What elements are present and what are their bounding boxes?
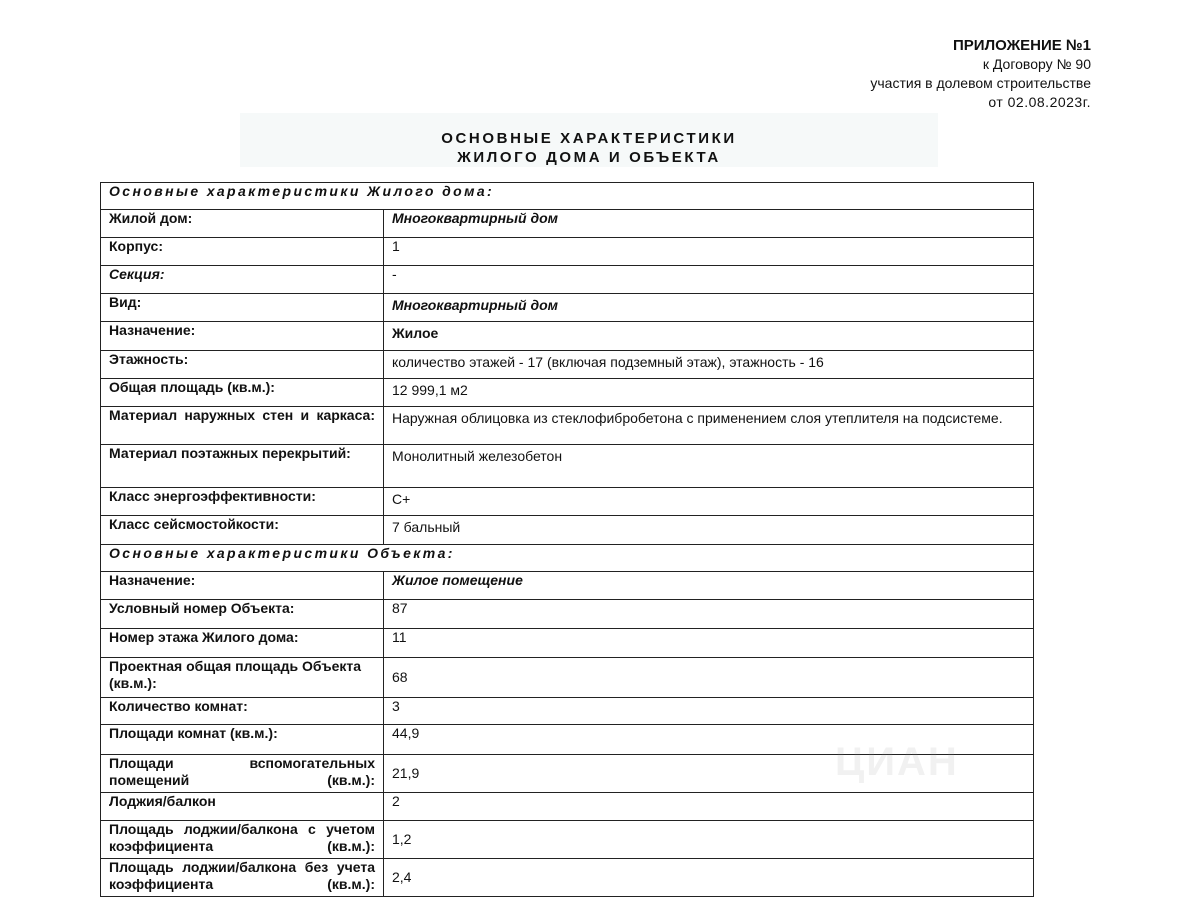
building-type-value: Многоквартирный дом [384, 210, 1034, 238]
floor-slab-material-value: Монолитный железобетон [384, 445, 1034, 488]
appendix-contract-type: участия в долевом строительстве [870, 75, 1091, 91]
building-section-header-row [101, 183, 1034, 210]
table-row [101, 516, 1034, 545]
object-number-label: Условный номер Объекта: [101, 600, 384, 629]
table-row [101, 210, 1034, 238]
auxiliary-area-value: 21,9 [384, 755, 1034, 793]
seismic-class-value: 7 бальный [384, 516, 1034, 545]
auxiliary-area-label: Площади вспомогательных помещений (кв.м.): [101, 755, 384, 793]
floor-slab-material-label: Материал поэтажных перекрытий: [101, 445, 384, 488]
document-title-line-1: ОСНОВНЫЕ ХАРАКТЕРИСТИКИ [441, 130, 737, 147]
appendix-date: от 02.08.2023г. [988, 94, 1091, 110]
appendix-header [870, 36, 1091, 112]
table-row [101, 859, 1034, 897]
table-row [101, 445, 1034, 488]
loggia-value: 2 [384, 793, 1034, 821]
document-title [240, 113, 938, 167]
block-label: Корпус: [101, 238, 384, 266]
loggia-label: Лоджия/балкон [101, 793, 384, 821]
table-row [101, 629, 1034, 658]
table-row [101, 658, 1034, 698]
object-purpose-value: Жилое помещение [384, 572, 1034, 600]
wall-material-value: Наружная облицовка из стеклофибробетона с применением слоя утеплителя на подсистеме. [384, 407, 1034, 445]
table-row [101, 600, 1034, 629]
building-purpose-label: Назначение: [101, 322, 384, 351]
rooms-area-label: Площади комнат (кв.м.): [101, 725, 384, 755]
total-area-value: 12 999,1 м2 [384, 379, 1034, 407]
rooms-count-label: Количество комнат: [101, 698, 384, 725]
object-number-value: 87 [384, 600, 1034, 629]
table-row [101, 379, 1034, 407]
section-value: - [384, 266, 1034, 294]
loggia-area-without-coef-label: Площадь лоджии/балкона без учета коэффициента (кв.м.): [101, 859, 384, 897]
table-row [101, 821, 1034, 859]
table-row [101, 488, 1034, 516]
object-floor-label: Номер этажа Жилого дома: [101, 629, 384, 658]
rooms-area-value: 44,9 [384, 725, 1034, 755]
block-value: 1 [384, 238, 1034, 266]
object-floor-value: 11 [384, 629, 1034, 658]
section-label: Секция: [101, 266, 384, 294]
table-row [101, 351, 1034, 379]
wall-material-label: Материал наружных стен и каркаса: [101, 407, 384, 445]
object-section-header: Основные характеристики Объекта: [101, 545, 1034, 572]
loggia-area-without-coef-value: 2,4 [384, 859, 1034, 897]
kind-value: Многоквартирный дом [384, 294, 1034, 322]
project-area-value: 68 [384, 658, 1034, 698]
total-area-label: Общая площадь (кв.м.): [101, 379, 384, 407]
energy-class-label: Класс энергоэффективности: [101, 488, 384, 516]
characteristics-table [100, 182, 1034, 897]
floors-label: Этажность: [101, 351, 384, 379]
appendix-contract-ref: к Договору № 90 [982, 56, 1091, 72]
document-title-line-2: ЖИЛОГО ДОМА И ОБЪЕКТА [457, 149, 721, 166]
object-purpose-label: Назначение: [101, 572, 384, 600]
watermark-logo: ЦИАН [835, 740, 959, 784]
loggia-area-with-coef-value: 1,2 [384, 821, 1034, 859]
table-row [101, 294, 1034, 322]
building-section-header: Основные характеристики Жилого дома: [101, 183, 1034, 210]
table-row [101, 793, 1034, 821]
table-row [101, 407, 1034, 445]
kind-label: Вид: [101, 294, 384, 322]
table-row [101, 572, 1034, 600]
project-area-label: Проектная общая площадь Объекта (кв.м.): [101, 658, 384, 698]
energy-class-value: С+ [384, 488, 1034, 516]
loggia-area-with-coef-label: Площадь лоджии/балкона с учетом коэффициента (кв.м.): [101, 821, 384, 859]
floors-value: количество этажей - 17 (включая подземный этаж), этажность - 16 [384, 351, 1034, 379]
table-row [101, 698, 1034, 725]
object-section-header-row [101, 545, 1034, 572]
appendix-title: ПРИЛОЖЕНИЕ №1 [953, 37, 1091, 54]
table-row [101, 266, 1034, 294]
building-type-label: Жилой дом: [101, 210, 384, 238]
seismic-class-label: Класс сейсмостойкости: [101, 516, 384, 545]
rooms-count-value: 3 [384, 698, 1034, 725]
table-row [101, 238, 1034, 266]
building-purpose-value: Жилое [384, 322, 1034, 351]
table-row [101, 322, 1034, 351]
